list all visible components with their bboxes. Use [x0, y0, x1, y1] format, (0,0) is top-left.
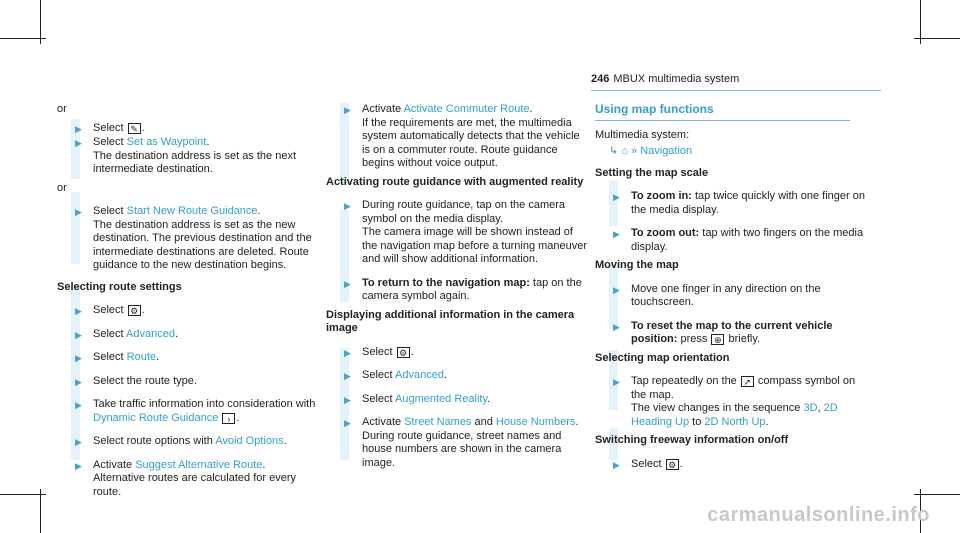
avoid-options-link[interactable]: Avoid Options [215, 435, 284, 447]
arrow-icon: ▶ [613, 192, 620, 202]
column-1 [57, 103, 321, 509]
section-heading: Setting the map scale [595, 166, 709, 179]
suggest-alternative-route-link[interactable]: Suggest Alternative Route [135, 458, 263, 471]
section-heading: Selecting map orientation [595, 351, 730, 364]
arrow-icon: ▶ [344, 105, 351, 115]
step: ▶ Select Start New Route Guidance. The destination address is set as the new destination. The previous destination and the intermediate destinations are deleted. Route guidance to the new destination begins. [75, 205, 312, 271]
step: ▶ Activate Activate Commuter Route. If the requirements are met, the multimedia system automatically detects that the vehicle is on a commuter route. Route guidance begins without voice output. [344, 103, 580, 169]
step: ▶ To reset the map to the current vehicle position: press ⊕ briefly. [613, 319, 833, 345]
column-3 [595, 102, 869, 481]
step-desc: The destination address is set as the new destination. The previous destination and the intermediate destinations are deleted. Route guidance to the new destination begins. [93, 218, 312, 271]
settings-icon[interactable]: ⚙ [397, 347, 410, 358]
position-icon[interactable]: ⊕ [711, 334, 724, 345]
route-link[interactable]: Route [126, 351, 156, 363]
heading-up-link[interactable]: Heading Up [631, 415, 690, 428]
column-2 [326, 103, 590, 480]
arrow-icon: ▶ [75, 207, 82, 217]
step: ▶ Select ⚙ . [609, 458, 869, 472]
step: ▶ Select Advanced. [71, 328, 321, 342]
step: ▶ Select Set as Waypoint. The destination address is set as the next intermediate destination. [75, 136, 297, 175]
section-heading: Displaying additional information in the camera image [326, 308, 575, 334]
house-numbers-link[interactable]: House Numbers [495, 416, 576, 428]
crop-mark [40, 489, 41, 533]
step: ▶ Activate Street Names and House Numbers. During route guidance, street names and house numbers are shown in the camera image. [344, 416, 579, 469]
arrow-icon: ▶ [75, 329, 82, 340]
step: ▶ To zoom in: tap twice quickly with one finger on the media display. [613, 190, 865, 216]
arrow-icon: ▶ [75, 376, 82, 387]
section-heading: Switching freeway information on/off [595, 434, 789, 446]
arrow-icon: ▶ [344, 371, 351, 381]
arrow-icon: ▶ [75, 306, 82, 316]
watermark: carmanualsonline.info [707, 504, 930, 526]
page-header [591, 73, 739, 85]
crop-mark [0, 494, 46, 495]
arrow-icon: ▶ [75, 437, 82, 447]
advanced-link[interactable]: Advanced [126, 327, 175, 340]
arrow-icon: ▶ [344, 347, 351, 358]
step: ▶ Select Route. [71, 351, 321, 365]
step: ▶ Select ⚙ . [71, 304, 321, 318]
system-label: Multimedia system: [595, 128, 690, 141]
arrow-icon: ▶ [613, 377, 620, 387]
step-desc: During route guidance, street names and house numbers are shown in the camera image. [362, 429, 562, 469]
set-as-waypoint-link[interactable]: Set as Waypoint [126, 136, 207, 148]
step: ▶ Select ✎ . [71, 122, 321, 136]
arrow-icon: ▶ [344, 201, 351, 211]
return-arrow-icon: ↳ [609, 145, 619, 157]
arrow-icon: ▶ [75, 400, 82, 410]
step-desc: If the requirements are met, the multimedia system automatically detects that the vehicle is on a commuter route. Route guidance begins without voice output. [362, 116, 580, 169]
step-desc: The destination address is set as the next intermediate destination. [93, 149, 297, 175]
crop-mark [914, 494, 960, 495]
crop-mark [914, 38, 960, 39]
arrow-icon: ▶ [613, 229, 620, 239]
arrow-icon: ▶ [613, 321, 620, 332]
section-heading: Activating route guidance with augmented reality [326, 175, 584, 188]
arrow-icon: ▶ [75, 138, 82, 148]
step: ▶ Take traffic information into consideration with Dynamic Route Guidance › . [75, 398, 316, 424]
step: ▶ Select route options with Avoid Options. [71, 435, 321, 449]
step: ▶ Tap repeatedly on the ➚ compass symbol on the map. The view changes in the sequence 3D, 2D Heading Up to 2D North Up. [613, 375, 856, 428]
step: ▶ Select ⚙ . [340, 346, 590, 360]
step: ▶ Select the route type. [71, 375, 321, 389]
section-heading: Selecting route settings [57, 280, 182, 293]
compass-icon[interactable]: ➚ [741, 376, 754, 387]
arrow-icon: ▶ [613, 459, 620, 470]
2d-north-up-link[interactable]: 2D North Up [704, 415, 766, 428]
arrow-icon: ▶ [75, 353, 82, 363]
route-pencil-icon[interactable]: ✎ [128, 123, 141, 134]
section-title: Using map functions [595, 103, 850, 121]
chevron-right-icon[interactable]: › [222, 413, 235, 424]
start-new-route-guidance-link[interactable]: Start New Route Guidance [126, 205, 258, 217]
2d-link[interactable]: 2D [823, 402, 838, 414]
augmented-reality-link[interactable]: Augmented Reality [395, 392, 488, 405]
arrow-icon: ▶ [75, 123, 82, 134]
step: ▶ To return to the navigation map: tap on the camera symbol again. [344, 276, 582, 302]
step: ▶ Select Advanced. [340, 369, 590, 383]
settings-icon[interactable]: ⚙ [666, 459, 679, 470]
arrow-icon: ▶ [344, 278, 351, 289]
arrow-icon: ▶ [344, 394, 351, 405]
step: ▶ Move one finger in any direction on the touchscreen. [613, 282, 821, 308]
settings-icon[interactable]: ⚙ [128, 305, 141, 316]
chevron-double-icon: » [631, 145, 638, 157]
step: ▶ Select Augmented Reality. [340, 393, 590, 407]
dynamic-route-guidance-link[interactable]: Dynamic Route Guidance [93, 411, 219, 424]
advanced-link[interactable]: Advanced [395, 369, 444, 381]
or-text: or [57, 103, 67, 115]
or-text: or [57, 181, 67, 194]
section-heading: Moving the map [595, 259, 679, 271]
3d-link[interactable]: 3D [803, 402, 818, 414]
nav-path [609, 145, 869, 159]
arrow-icon: ▶ [613, 284, 620, 295]
arrow-icon: ▶ [344, 418, 351, 428]
step: ▶ During route guidance, tap on the camera symbol on the media display. The camera image will be shown instead of the navigation map before a turning maneuver and will show additional information. [344, 199, 588, 265]
crop-mark [0, 38, 46, 39]
navigation-link[interactable]: Navigation [640, 145, 693, 157]
page-number: 246 [591, 73, 610, 85]
page-header-title: MBUX multimedia system [613, 73, 740, 85]
step: ▶ To zoom out: tap with two fingers on the media display. [613, 227, 864, 253]
step-desc: Alternative routes are calculated for every route. [93, 472, 296, 498]
step: ▶ Activate Suggest Alternative Route. Alternative routes are calculated for every route. [75, 458, 296, 498]
activate-commuter-route-link[interactable]: Activate Commuter Route [403, 103, 530, 115]
step-desc: The camera image will be shown instead of the navigation map before a turning maneuver and will show additional information. [362, 226, 588, 265]
street-names-link[interactable]: Street Names [404, 416, 472, 428]
arrow-icon: ▶ [75, 460, 82, 471]
home-icon[interactable]: ⌂ [621, 145, 628, 157]
